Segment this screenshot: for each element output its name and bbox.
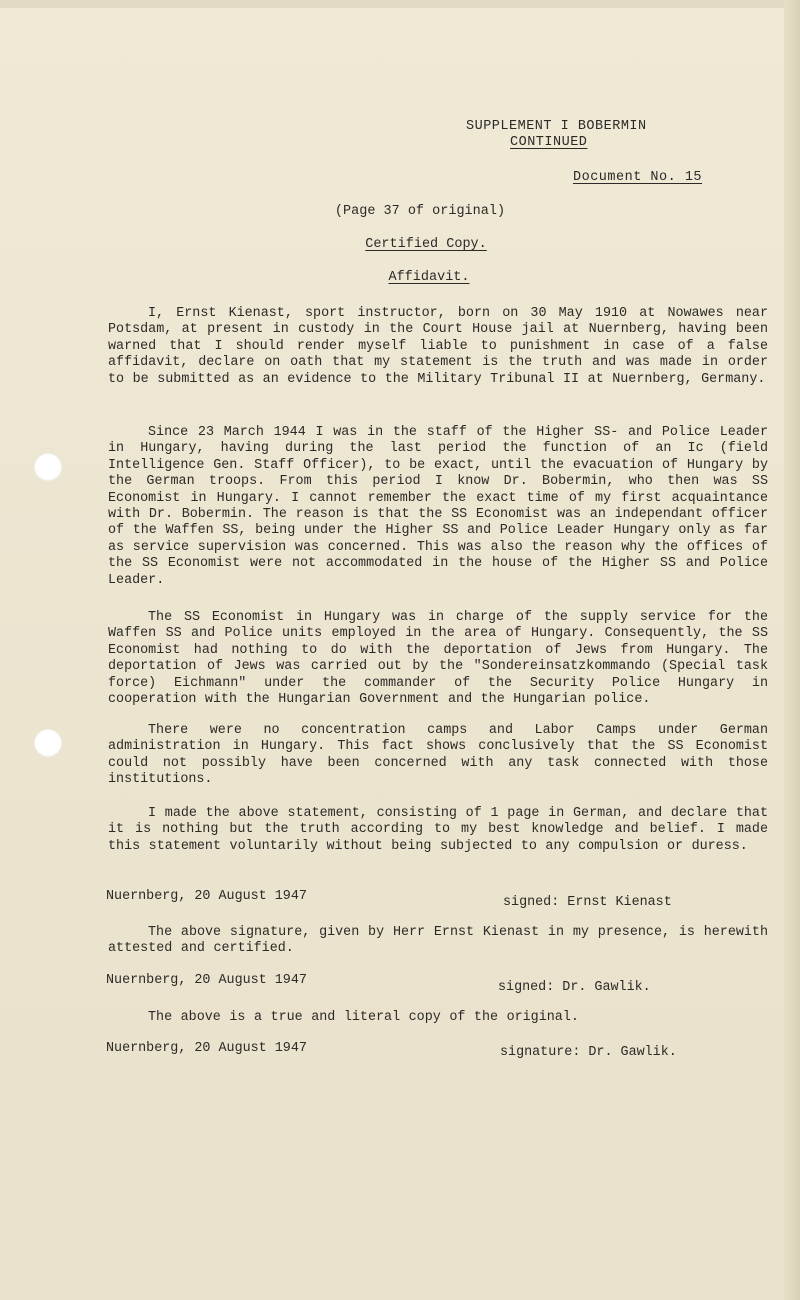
supplement-heading: SUPPLEMENT I BOBERMIN (466, 119, 647, 134)
punch-hole (34, 729, 62, 757)
place-date: Nuernberg, 20 August 1947 (106, 973, 307, 988)
affidavit-paragraph-identity: I, Ernst Kienast, sport instructor, born on 30 May 1910 at Nowawes near Potsdam, at present in custody in the Court House jail at Nuernberg, having been warned that I should render myself liable to punishment in case of a false affidavit, declare on oath that my statement is the truth and was made in order to be submitted as an evidence to the Military Tribunal II at Nuernberg, Germany. (108, 306, 768, 387)
affidavit-paragraph-economist: The SS Economist in Hungary was in charge of the supply service for the Waffen SS and Police units employed in the area of Hungary. Consequently, the SS Economist had nothing to do with the deportation of Jews from Hungary. The deportation of Jews was carried out by the "Sondereinsatzkommando (Special task force) Eichmann" under the commander of the Security Police Hungary in cooperation with the Hungarian Government and the Hungarian police. (108, 610, 768, 708)
place-date: Nuernberg, 20 August 1947 (106, 889, 307, 904)
certified-copy-heading: Certified Copy. (365, 237, 487, 252)
signature: signature: Dr. Gawlik. (500, 1045, 677, 1060)
affidavit-title: Affidavit. (388, 270, 470, 285)
paper-top-edge (0, 0, 800, 8)
true-copy-statement: The above is a true and literal copy of the original. (148, 1010, 579, 1025)
affidavit-paragraph-staff: Since 23 March 1944 I was in the staff of the Higher SS- and Police Leader in Hungary, having during the last period the function of an Ic (field Intelligence Gen. Staff Officer), to be exact, until the evacuation of Hungary by the German troops. From this period I know Dr. Bobermin, who then was SS Economist in Hungary. I cannot remember the exact time of my first acquaintance with Dr. Bobermin. The reason is that the SS Economist was an independant officer of the Waffen SS, being under the Higher SS and Police Leader Hungary only as far as service supervision was concerned. This was also the reason why the offices of the SS Economist were not accommodated in the house of the Higher SS and Police Leader. (108, 425, 768, 588)
page-reference: (Page 37 of original) (334, 204, 506, 219)
affidavit-paragraph-camps: There were no concentration camps and Labor Camps under German administration in Hungary. This fact shows conclusively that the SS Economist could not possibly have been concerned with any task connected with those institutions. (108, 723, 768, 788)
place-date: Nuernberg, 20 August 1947 (106, 1041, 307, 1056)
punch-hole (34, 453, 62, 481)
signature: signed: Dr. Gawlik. (498, 980, 651, 995)
paper-right-edge (784, 0, 800, 1300)
affidavit-paragraph-declaration: I made the above statement, consisting of 1 page in German, and declare that it is nothing but the truth according to my best knowledge and belief. I made this statement voluntarily without being subjected to any compulsion or duress. (108, 806, 768, 854)
signature: signed: Ernst Kienast (503, 895, 672, 910)
continued-heading: CONTINUED (510, 135, 588, 150)
document-number: Document No. 15 (573, 170, 703, 185)
attestation-paragraph: The above signature, given by Herr Ernst Kienast in my presence, is herewith attested and certified. (108, 925, 768, 957)
